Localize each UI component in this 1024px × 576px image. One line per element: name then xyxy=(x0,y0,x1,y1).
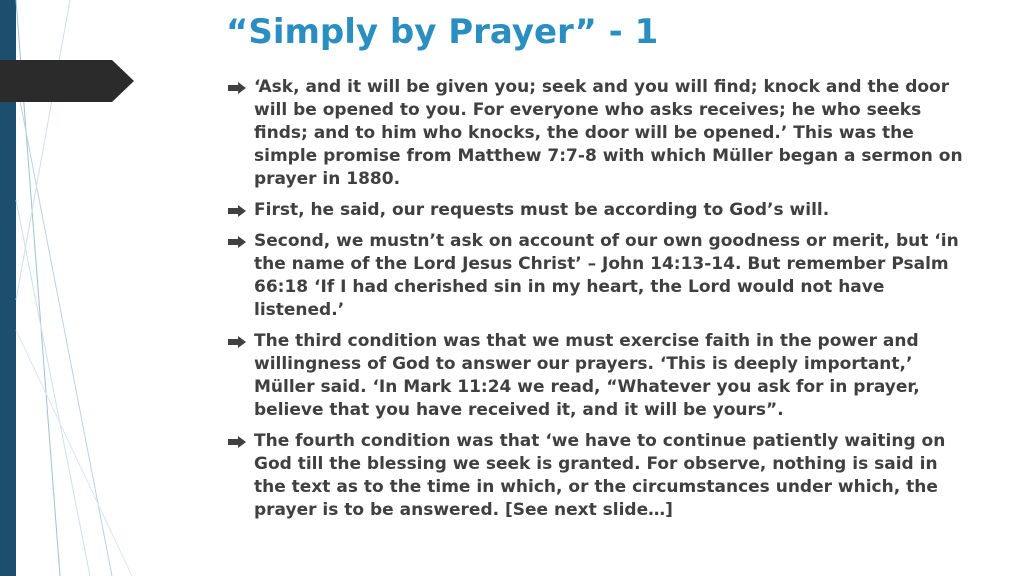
slide-title: “Simply by Prayer” - 1 xyxy=(226,12,659,52)
bullet-item xyxy=(226,230,966,322)
arrow-right-icon xyxy=(228,205,246,217)
bullet-item xyxy=(226,199,966,222)
bullet-item xyxy=(226,76,966,191)
bullet-text: The third condition was that we must exercise faith in the power and willingness of God to answer our prayers. ‘This is deeply important,’ Müller said. ‘In Mark 11:24 we read, “Whatever you ask for in prayer, believe that you have received it, and it will be yours”. xyxy=(254,331,920,420)
bullet-text: Second, we mustn’t ask on account of our own goodness or merit, but ‘in the name of the Lord Jesus Christ’ – John 14:13-14. But remember Psalm 66:18 ‘If I had cherished sin in my heart, the Lord would not have listened.’ xyxy=(254,231,959,320)
arrow-right-icon xyxy=(228,82,246,94)
bullet-text: ‘Ask, and it will be given you; seek and you will find; knock and the door will be opened to you. For everyone who asks receives; he who seeks finds; and to him who knocks, the door will be opened.’ This was the simple promise from Matthew 7:7-8 with which Müller began a sermon on prayer in 1880. xyxy=(254,77,963,189)
arrow-right-icon xyxy=(228,436,246,448)
bullet-text: First, he said, our requests must be according to God’s will. xyxy=(254,200,830,220)
bullet-text: The fourth condition was that ‘we have to continue patiently waiting on God till the blessing we seek is granted. For observe, nothing is said in the text as to the time in which, or the circumstances under which, the prayer is to be answered. [See next slide…] xyxy=(254,431,946,520)
bullet-list xyxy=(226,76,966,530)
title-tab-arrow xyxy=(0,60,134,102)
arrow-right-icon xyxy=(228,236,246,248)
bullet-item xyxy=(226,430,966,522)
bullet-item xyxy=(226,330,966,422)
arrow-right-icon xyxy=(228,336,246,348)
